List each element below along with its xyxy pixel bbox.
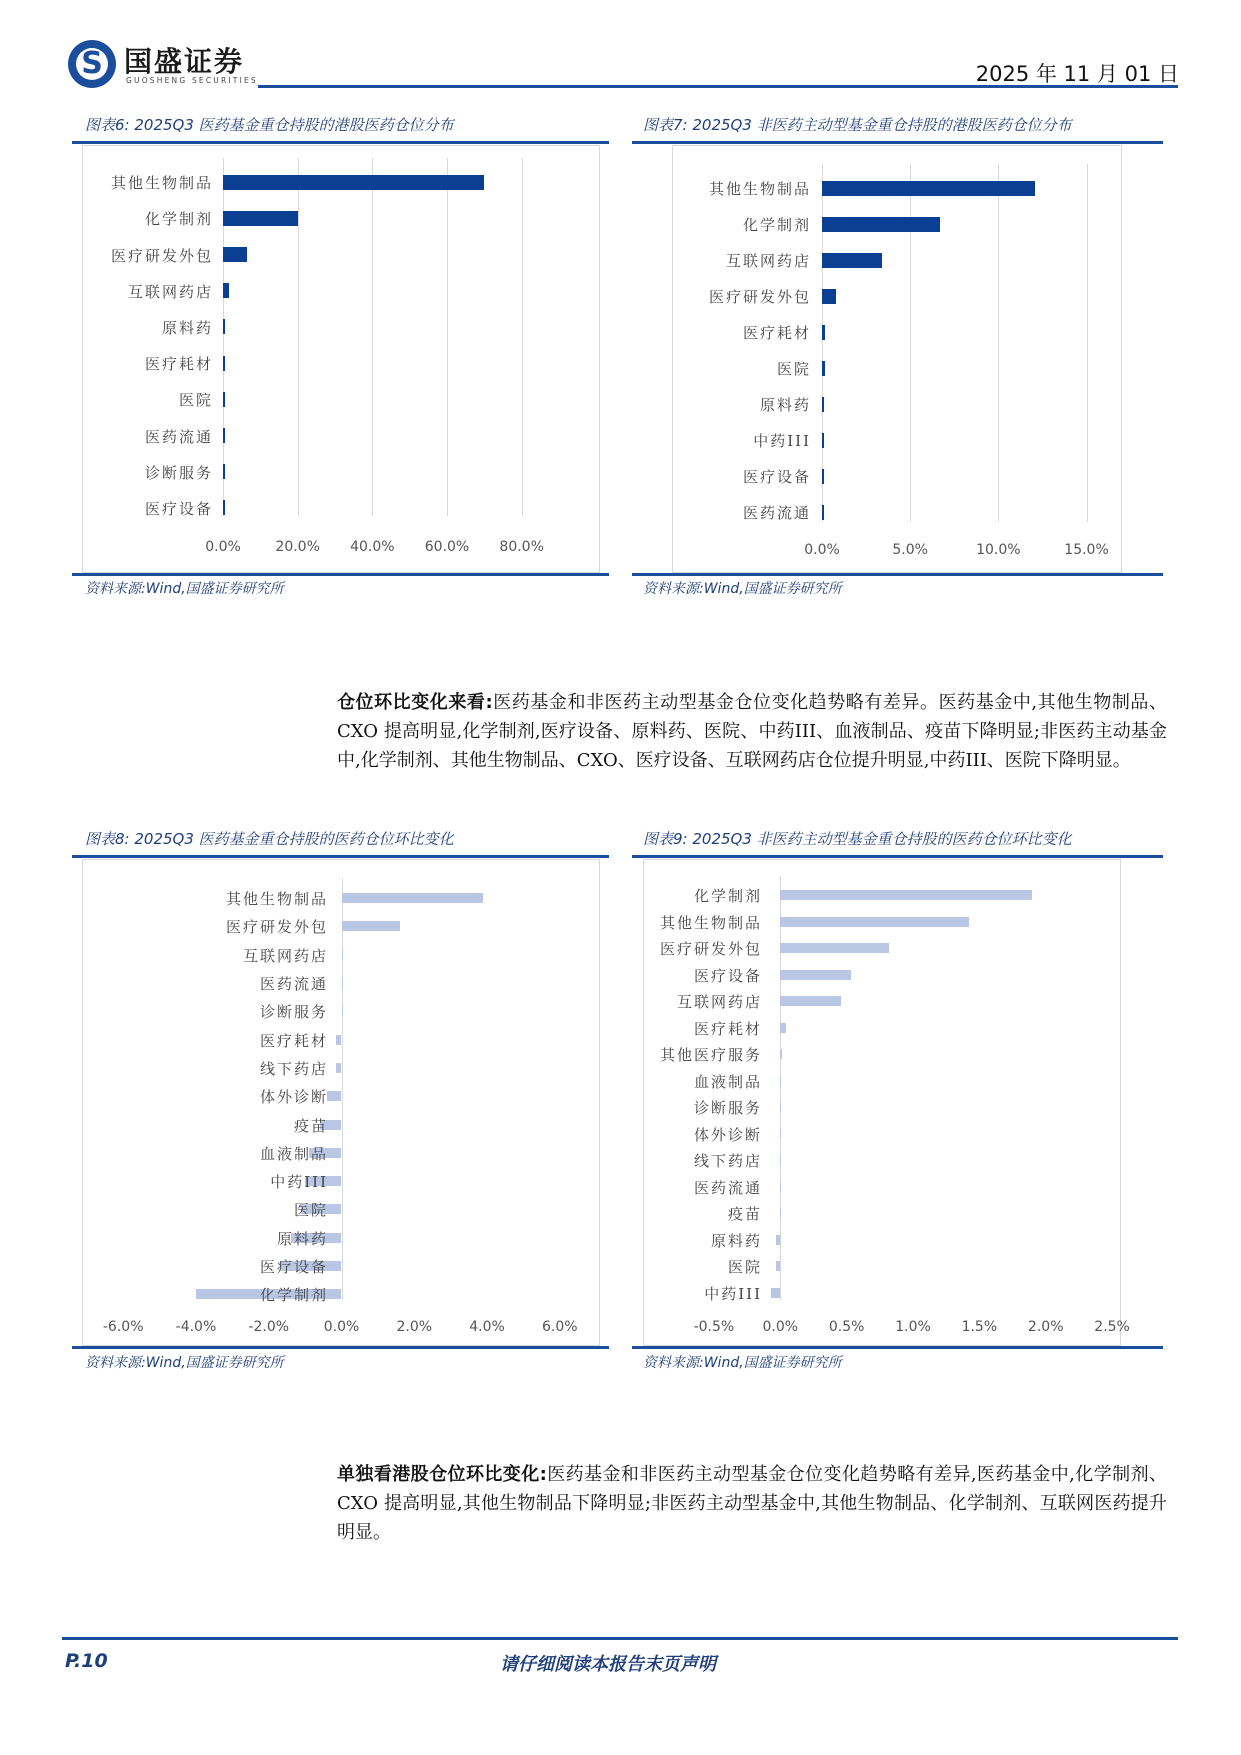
category-label: 医疗耗材 — [259, 1031, 328, 1050]
x-axis-tick-label: 0.0% — [205, 539, 241, 555]
gridline — [372, 158, 373, 516]
category-label: 血液制品 — [259, 1144, 328, 1163]
bar-4 — [223, 283, 229, 298]
bar-8 — [223, 428, 225, 443]
category-label: 医疗设备 — [259, 1258, 328, 1277]
figure-9-top-rule — [632, 855, 1163, 858]
footer-rule — [62, 1637, 1178, 1640]
x-axis-tick-label: 80.0% — [499, 539, 544, 555]
category-label: 医疗耗材 — [144, 355, 213, 374]
figure-6-bottom-rule — [72, 573, 609, 576]
bar-4 — [822, 289, 836, 304]
category-label: 医疗设备 — [144, 499, 213, 518]
x-axis-tick-label: 1.5% — [961, 1319, 998, 1335]
figure-7-source: 资料来源:Wind,国盛证券研究所 — [643, 581, 842, 597]
bar-8 — [822, 433, 824, 448]
category-label: 疫苗 — [727, 1205, 762, 1224]
bar-14 — [776, 1235, 780, 1245]
x-axis-tick-label: 0.5% — [828, 1319, 865, 1335]
category-label: 原料药 — [759, 396, 811, 414]
figure-7-chart — [672, 145, 1122, 573]
category-label: 互联网药店 — [127, 282, 213, 301]
footer-disclaimer: 请仔细阅读本报告末页声明 — [500, 1654, 716, 1675]
x-axis-tick-label: 0.0% — [804, 542, 840, 558]
category-label: 化学制剂 — [742, 216, 811, 234]
bar-9 — [822, 469, 824, 484]
bar-6 — [780, 1023, 785, 1033]
x-axis-tick-label: 0.0% — [762, 1319, 799, 1335]
bar-13 — [780, 1208, 782, 1218]
logo-chinese-name: 国盛证券 — [124, 45, 245, 78]
category-label: 化学制剂 — [693, 887, 762, 906]
category-label: 医疗研发外包 — [708, 288, 811, 306]
bar-4 — [780, 970, 850, 980]
x-axis-tick-label: 20.0% — [275, 539, 320, 555]
category-label: 医院 — [178, 391, 213, 410]
figure-6-chart — [82, 145, 600, 573]
paragraph-1-heading: 仓位环比变化来看: — [337, 692, 493, 713]
figure-7-top-rule — [632, 141, 1163, 144]
bar-8 — [327, 1091, 342, 1101]
category-label: 医院 — [727, 1258, 762, 1277]
bar-6 — [336, 1035, 341, 1045]
bar-1 — [223, 175, 484, 190]
category-label: 医药流通 — [693, 1178, 762, 1197]
paragraph-hk-position-change — [337, 1460, 1167, 1547]
x-axis-tick-label: 6.0% — [542, 1319, 578, 1335]
bar-3 — [822, 253, 882, 268]
zero-axis-line — [342, 878, 343, 1300]
figure-9-source: 资料来源:Wind,国盛证券研究所 — [643, 1355, 842, 1371]
zero-axis-line — [780, 876, 781, 1300]
category-label: 医药流通 — [144, 427, 213, 446]
paragraph-2-body: 医药基金和非医药主动型基金仓位变化趋势略有差异,医药基金中,化学制剂、CXO 提高明显,其他生物制品下降明显;非医药主动型基金中,其他生物制品、化学制剂、互联网医药提升明显。 — [337, 1464, 1167, 1543]
bar-3 — [780, 943, 889, 953]
bar-1 — [822, 181, 1035, 196]
bar-6 — [822, 361, 825, 376]
bar-7 — [822, 397, 824, 412]
figure-9-title: 图表9: 2025Q3 非医药主动型基金重仓持股的医药仓位环比变化 — [643, 830, 1072, 848]
category-label: 诊断服务 — [259, 1003, 328, 1022]
category-label: 化学制剂 — [144, 210, 213, 229]
bar-5 — [780, 996, 841, 1006]
category-label: 原料药 — [710, 1231, 762, 1250]
figure-8-top-rule — [72, 855, 609, 858]
category-label: 线下药店 — [259, 1059, 328, 1078]
bar-11 — [780, 1155, 782, 1165]
x-axis-tick-label: 10.0% — [976, 542, 1021, 558]
category-label: 互联网药店 — [676, 993, 762, 1012]
category-label: 医院 — [776, 360, 811, 378]
category-label: 体外诊断 — [693, 1125, 762, 1144]
category-label: 中药III — [704, 1284, 762, 1303]
bar-10 — [822, 505, 824, 520]
category-label: 互联网药店 — [242, 946, 328, 965]
category-label: 中药III — [753, 432, 811, 450]
bar-7 — [223, 392, 225, 407]
gridline — [522, 158, 523, 516]
x-axis-tick-label: -2.0% — [248, 1319, 290, 1335]
category-label: 化学制剂 — [259, 1286, 328, 1305]
category-label: 医疗耗材 — [742, 324, 811, 342]
figure-8-source: 资料来源:Wind,国盛证券研究所 — [85, 1355, 284, 1371]
figure-7-title: 图表7: 2025Q3 非医药主动型基金重仓持股的港股医药仓位分布 — [643, 116, 1072, 134]
bar-16 — [771, 1288, 780, 1298]
bar-9 — [223, 464, 225, 479]
category-label: 医疗研发外包 — [110, 246, 213, 265]
bar-7 — [780, 1049, 782, 1059]
figure-6-title: 图表6: 2025Q3 医药基金重仓持股的港股医药仓位分布 — [85, 116, 454, 134]
bar-12 — [780, 1182, 782, 1192]
bar-2 — [822, 217, 940, 232]
category-label: 体外诊断 — [259, 1088, 328, 1107]
x-axis-tick-label: 2.0% — [1027, 1319, 1064, 1335]
bar-5 — [223, 319, 225, 334]
category-label: 线下药店 — [693, 1152, 762, 1171]
bar-3 — [223, 247, 247, 262]
gridline — [998, 164, 999, 522]
category-label: 医疗耗材 — [693, 1019, 762, 1038]
x-axis-tick-label: 4.0% — [469, 1319, 505, 1335]
category-label: 医疗研发外包 — [659, 940, 762, 959]
category-label: 其他生物制品 — [708, 180, 811, 198]
category-label: 医药流通 — [259, 975, 328, 994]
x-axis-tick-label: -0.5% — [693, 1319, 735, 1335]
figure-9-chart — [643, 859, 1130, 1346]
figure-6-top-rule — [72, 141, 609, 144]
category-label: 原料药 — [276, 1229, 328, 1248]
x-axis-tick-label: 1.0% — [895, 1319, 931, 1335]
bar-8 — [780, 1076, 782, 1086]
x-axis-tick-label: 2.5% — [1094, 1319, 1130, 1335]
bar-6 — [223, 356, 225, 371]
bar-1 — [342, 893, 484, 903]
x-axis-tick-label: 40.0% — [350, 539, 395, 555]
bar-9 — [780, 1102, 782, 1112]
x-axis-tick-label: -6.0% — [102, 1319, 144, 1335]
figure-6-source: 资料来源:Wind,国盛证券研究所 — [85, 581, 284, 597]
gridline — [447, 158, 448, 516]
category-label: 血液制品 — [693, 1072, 762, 1091]
x-axis-tick-label: 15.0% — [1064, 542, 1109, 558]
logo-english-name: GUOSHENG SECURITIES — [126, 76, 258, 85]
x-axis-tick-label: 0.0% — [323, 1319, 360, 1335]
category-label: 互联网药店 — [725, 252, 811, 270]
category-label: 中药III — [270, 1173, 328, 1192]
gridline — [1087, 164, 1088, 522]
bar-10 — [780, 1129, 782, 1139]
x-axis-tick-label: 2.0% — [396, 1319, 433, 1335]
bar-7 — [336, 1063, 341, 1073]
bar-10 — [223, 500, 225, 515]
category-label: 诊断服务 — [144, 463, 213, 482]
category-label: 其他医疗服务 — [659, 1046, 762, 1065]
category-label: 原料药 — [161, 318, 213, 337]
category-label: 疫苗 — [293, 1116, 328, 1135]
category-label: 医院 — [293, 1201, 328, 1220]
paragraph-position-change — [337, 688, 1167, 775]
bar-5 — [822, 325, 825, 340]
bar-15 — [776, 1261, 780, 1271]
figure-9-bottom-rule — [632, 1346, 1163, 1349]
bar-2 — [342, 921, 400, 931]
category-label: 其他生物制品 — [659, 913, 762, 932]
bar-2 — [223, 211, 298, 226]
category-label: 其他生物制品 — [110, 174, 213, 193]
paragraph-1-body: 医药基金和非医药主动型基金仓位变化趋势略有差异。医药基金中,其他生物制品、CXO 提高明显,化学制剂,医疗设备、原料药、医院、中药III、血液制品、疫苗下降明显;非医药主动基金中,化学制剂、其他生物制品、CXO、医疗设备、互联网药店仓位提升明显,中药III、医院下降明显。 — [337, 692, 1167, 771]
category-label: 医疗设备 — [693, 966, 762, 985]
x-axis-tick-label: 5.0% — [892, 542, 928, 558]
x-axis-tick-label: -4.0% — [175, 1319, 217, 1335]
category-label: 医疗研发外包 — [225, 918, 328, 937]
report-date: 2025 年 11 月 01 日 — [975, 62, 1179, 86]
figure-8-title: 图表8: 2025Q3 医药基金重仓持股的医药仓位环比变化 — [85, 830, 454, 848]
bar-2 — [780, 917, 968, 927]
figure-8-bottom-rule — [72, 1346, 609, 1349]
category-label: 诊断服务 — [693, 1099, 762, 1118]
bar-3 — [342, 950, 344, 960]
figure-7-bottom-rule — [632, 573, 1163, 576]
guosheng-logo-icon — [68, 40, 116, 88]
bar-5 — [342, 1006, 344, 1016]
x-axis-tick-label: 60.0% — [424, 539, 470, 555]
category-label: 医药流通 — [742, 504, 811, 522]
brand-logo — [68, 40, 258, 90]
paragraph-2-heading: 单独看港股仓位环比变化: — [337, 1464, 547, 1485]
bar-4 — [342, 978, 344, 988]
category-label: 医疗设备 — [742, 468, 811, 486]
category-label: 其他生物制品 — [225, 890, 328, 909]
figure-8-chart — [82, 859, 600, 1346]
bar-1 — [780, 890, 1032, 900]
page-number: P.10 — [65, 1650, 108, 1672]
